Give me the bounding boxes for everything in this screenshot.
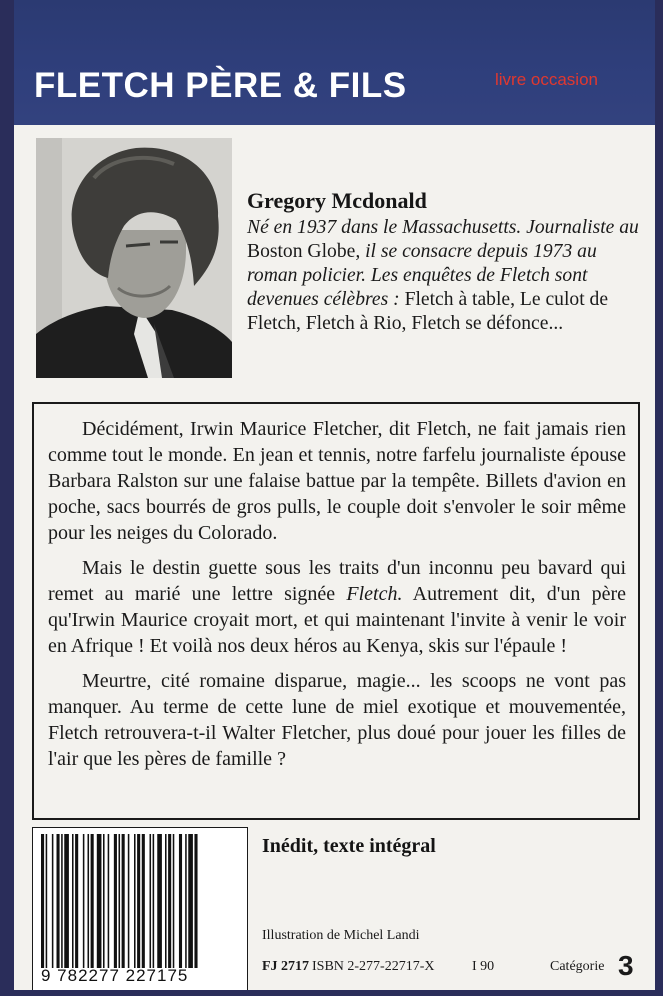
barcode-bar <box>137 834 140 968</box>
barcode-bar <box>188 834 193 968</box>
synopsis-text <box>48 416 626 781</box>
barcode-bar <box>57 834 60 968</box>
barcode-bar <box>150 834 152 968</box>
barcode-bar <box>88 834 90 968</box>
synopsis-paragraph: Meurtre, cité romaine disparue, magie... les scoops ne vont pas manquer. Au terme de cette lune de miel exotique et mouvementée, Fletch retrouvera-t-il Walter Fletcher, plus doué pour jouer les filles de l'air que les pères de famille ? <box>48 670 626 770</box>
barcode <box>32 827 248 990</box>
author-name: Gregory Mcdonald <box>247 188 427 213</box>
author-bio-segment: , il se consacre depuis 1973 au roman policier. Les enquêtes de Fletch sont devenues célèbres : <box>247 241 597 310</box>
barcode-bar <box>61 834 63 968</box>
barcode-bars <box>39 834 243 968</box>
barcode-bar <box>52 834 54 968</box>
barcode-bar <box>108 834 110 968</box>
category-label: Catégorie <box>550 959 605 974</box>
title-band <box>14 0 655 125</box>
barcode-bar <box>185 834 187 968</box>
back-cover <box>14 0 655 990</box>
synopsis-fragment: Fletch. <box>346 583 403 605</box>
barcode-bar <box>157 834 162 968</box>
barcode-bar <box>114 834 117 968</box>
price-code: I 90 <box>472 959 495 974</box>
author-bio-segment: Boston Globe <box>247 241 356 262</box>
barcode-bar <box>103 834 105 968</box>
synopsis-fragment: Autrement dit, d'un père qu'Irwin Maurice croyait mort, et qui maintenant l'invite à venir le voir en Afrique ! Et voilà nos deux héros au Kenya, skis sur l'épaule ! <box>48 583 626 657</box>
barcode-bar <box>46 834 48 968</box>
author-photo <box>36 138 232 378</box>
barcode-bar <box>165 834 167 968</box>
author-bio-segment: Fletch à table, Le culot de Fletch, Fletch à Rio, Fletch se défonce... <box>247 289 609 334</box>
author-bio-segment: Né en 1937 dans le Massachusetts. Journaliste au <box>247 217 639 238</box>
synopsis-paragraph: Décidément, Irwin Maurice Fletcher, dit Fletch, ne fait jamais rien comme tout le monde. En jean et tennis, notre farfelu journaliste épouse Barbara Ralston sur une falaise battue par la tempête. Billets d'avion en poche, sacs bourrés de gros pulls, le couple doit s'envoler le soir même pour les neiges du Colorado. <box>48 418 626 544</box>
category-number: 3 <box>618 950 634 981</box>
barcode-bar <box>153 834 155 968</box>
barcode-bar <box>142 834 145 968</box>
barcode-bar <box>168 834 171 968</box>
barcode-bar <box>134 834 136 968</box>
synopsis-box <box>32 402 640 820</box>
barcode-bar <box>41 834 44 968</box>
barcode-bar <box>173 834 175 968</box>
series-code: FJ 2717 <box>262 959 310 974</box>
isbn: ISBN 2-277-22717-X <box>312 959 435 974</box>
author-bio <box>247 216 647 336</box>
edition-note: Inédit, texte intégral <box>262 835 436 857</box>
barcode-bar <box>119 834 121 968</box>
barcode-number: 9 782277 227175 <box>41 966 189 985</box>
barcode-bar <box>64 834 69 968</box>
barcode-bar <box>122 834 125 968</box>
barcode-bar <box>83 834 85 968</box>
barcode-bar <box>75 834 78 968</box>
barcode-bar <box>91 834 94 968</box>
barcode-bar <box>128 834 130 968</box>
barcode-bar <box>179 834 182 968</box>
publication-info <box>262 950 652 983</box>
barcode-bar <box>97 834 102 968</box>
book-title: FLETCH PÈRE & FILS <box>34 66 407 105</box>
barcode-bar <box>72 834 74 968</box>
synopsis-fragment: Mais le destin guette sous les traits d'un inconnu peu bavard qui remet au marié une lettre signée <box>48 557 626 605</box>
illustration-credit: Illustration de Michel Landi <box>262 928 420 943</box>
used-book-tag: livre occasion <box>495 70 598 89</box>
barcode-bar <box>194 834 197 968</box>
synopsis-paragraph <box>48 555 626 659</box>
